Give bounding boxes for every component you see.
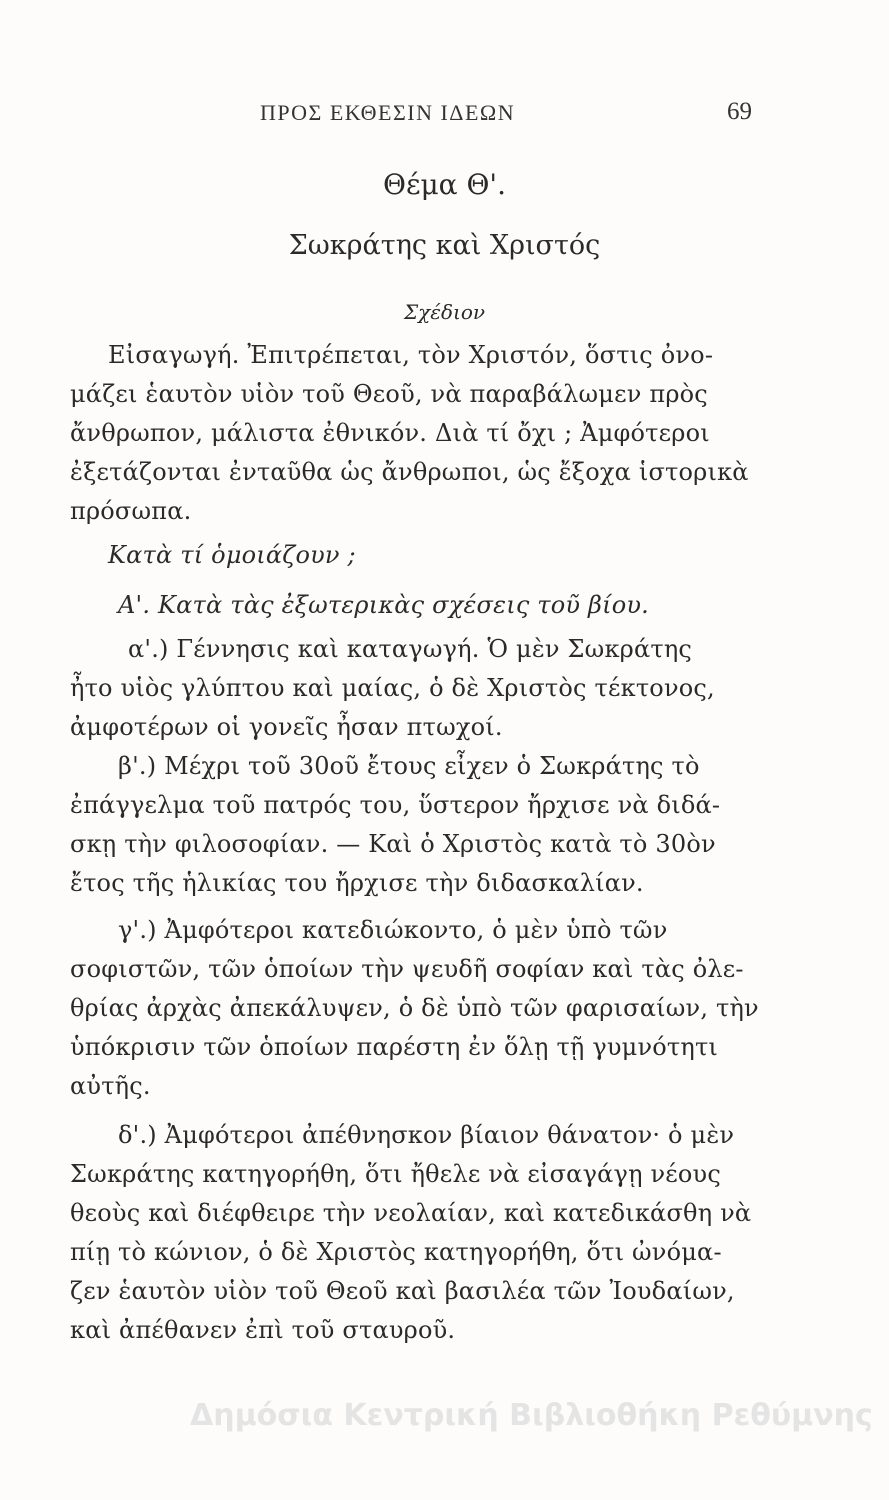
text-line: πίῃ τὸ κώνιον, ὁ δὲ Χριστὸς κατηγορήθη, ὅτι ὠνόμα- <box>70 1238 722 1266</box>
text-line: Εἰσαγωγή. Ἐπιτρέπεται, τὸν Χριστόν, ὅστις ὀνο- <box>108 341 714 369</box>
text-line: δ'.) Ἀμφότεροι ἀπέθνησκον βίαιον θάνατον· ὁ μὲν <box>118 1121 735 1149</box>
text-line: α'.) Γέννησις καὶ καταγωγή. Ὁ μὲν Σωκράτης <box>128 635 693 663</box>
text-line: ἐξετάζονται ἐνταῦθα ὡς ἄνθρωποι, ὡς ἔξοχα ἱστορικὰ <box>70 458 749 486</box>
text-line: ἔτος τῆς ἡλικίας του ἤρχισε τὴν διδασκαλίαν. <box>70 869 644 897</box>
text-line: ζεν ἑαυτὸν υἱὸν τοῦ Θεοῦ καὶ βασιλέα τῶν Ἰουδαίων, <box>70 1277 735 1305</box>
text-line: θρίας ἀρχὰς ἀπεκάλυψεν, ὁ δὲ ὑπὸ τῶν φαρισαίων, τὴν <box>70 994 759 1022</box>
text-line: β'.) Μέχρι τοῦ 30οῦ ἔτους εἶχεν ὁ Σωκράτης τὸ <box>118 752 700 780</box>
text-line: ἄνθρωπον, μάλιστα ἐθνικόν. Διὰ τί ὄχι ; Ἀμφότεροι <box>70 419 710 447</box>
text-line: ἀμφοτέρων οἱ γονεῖς ἦσαν πτωχοί. <box>70 713 503 741</box>
text-line: σκῃ τὴν φιλοσοφίαν. — Καὶ ὁ Χριστὸς κατὰ τὸ 30ὸν <box>70 830 716 858</box>
running-head <box>0 100 889 134</box>
text-line: ὑπόκρισιν τῶν ὁποίων παρέστη ἐν ὅλῃ τῇ γυμνότητι <box>70 1033 719 1061</box>
text-line: γ'.) Ἀμφότεροι κατεδιώκοντο, ὁ μὲν ὑπὸ τῶν <box>118 916 668 944</box>
text-line: σοφιστῶν, τῶν ὁποίων τὴν ψευδῆ σοφίαν καὶ τὰς ὀλε- <box>70 955 744 983</box>
library-watermark: Δημόσια Κεντρική Βιβλιοθήκη Ρεθύμνης <box>190 1398 873 1433</box>
section-question: Κατὰ τί ὁμοιάζουν ; <box>108 541 356 569</box>
text-line: ἦτο υἱὸς γλύπτου καὶ μαίας, ὁ δὲ Χριστὸς τέκτονος, <box>70 674 715 702</box>
text-line: καὶ ἀπέθανεν ἐπὶ τοῦ σταυροῦ. <box>70 1316 456 1344</box>
text-line: ἐπάγγελμα τοῦ πατρός του, ὕστερον ἤρχισε νὰ διδά- <box>70 791 721 819</box>
plan-heading: Σχέδιον <box>403 300 486 324</box>
text-line: μάζει ἑαυτὸν υἱὸν τοῦ Θεοῦ, νὰ παραβάλωμεν πρὸς <box>70 380 708 408</box>
text-line: αὐτῆς. <box>70 1072 151 1100</box>
text-line: θεοὺς καὶ διέφθειρε τὴν νεολαίαν, καὶ κατεδικάσθη νὰ <box>70 1199 752 1227</box>
theme-heading: Θέμα Θ'. <box>382 168 507 201</box>
subject-heading: Σωκράτης καὶ Χριστός <box>288 230 601 261</box>
section-heading: Α'. Κατὰ τὰς ἐξωτερικὰς σχέσεις τοῦ βίου. <box>118 591 649 619</box>
text-line: πρόσωπα. <box>70 497 192 525</box>
running-title: ΠΡΟΣ ΕΚΘΕΣΙΝ ΙΔΕΩΝ <box>260 100 516 125</box>
text-line: Σωκράτης κατηγορήθη, ὅτι ἤθελε νὰ εἰσαγάγῃ νέους <box>70 1160 721 1188</box>
page-number: 69 <box>727 98 752 125</box>
